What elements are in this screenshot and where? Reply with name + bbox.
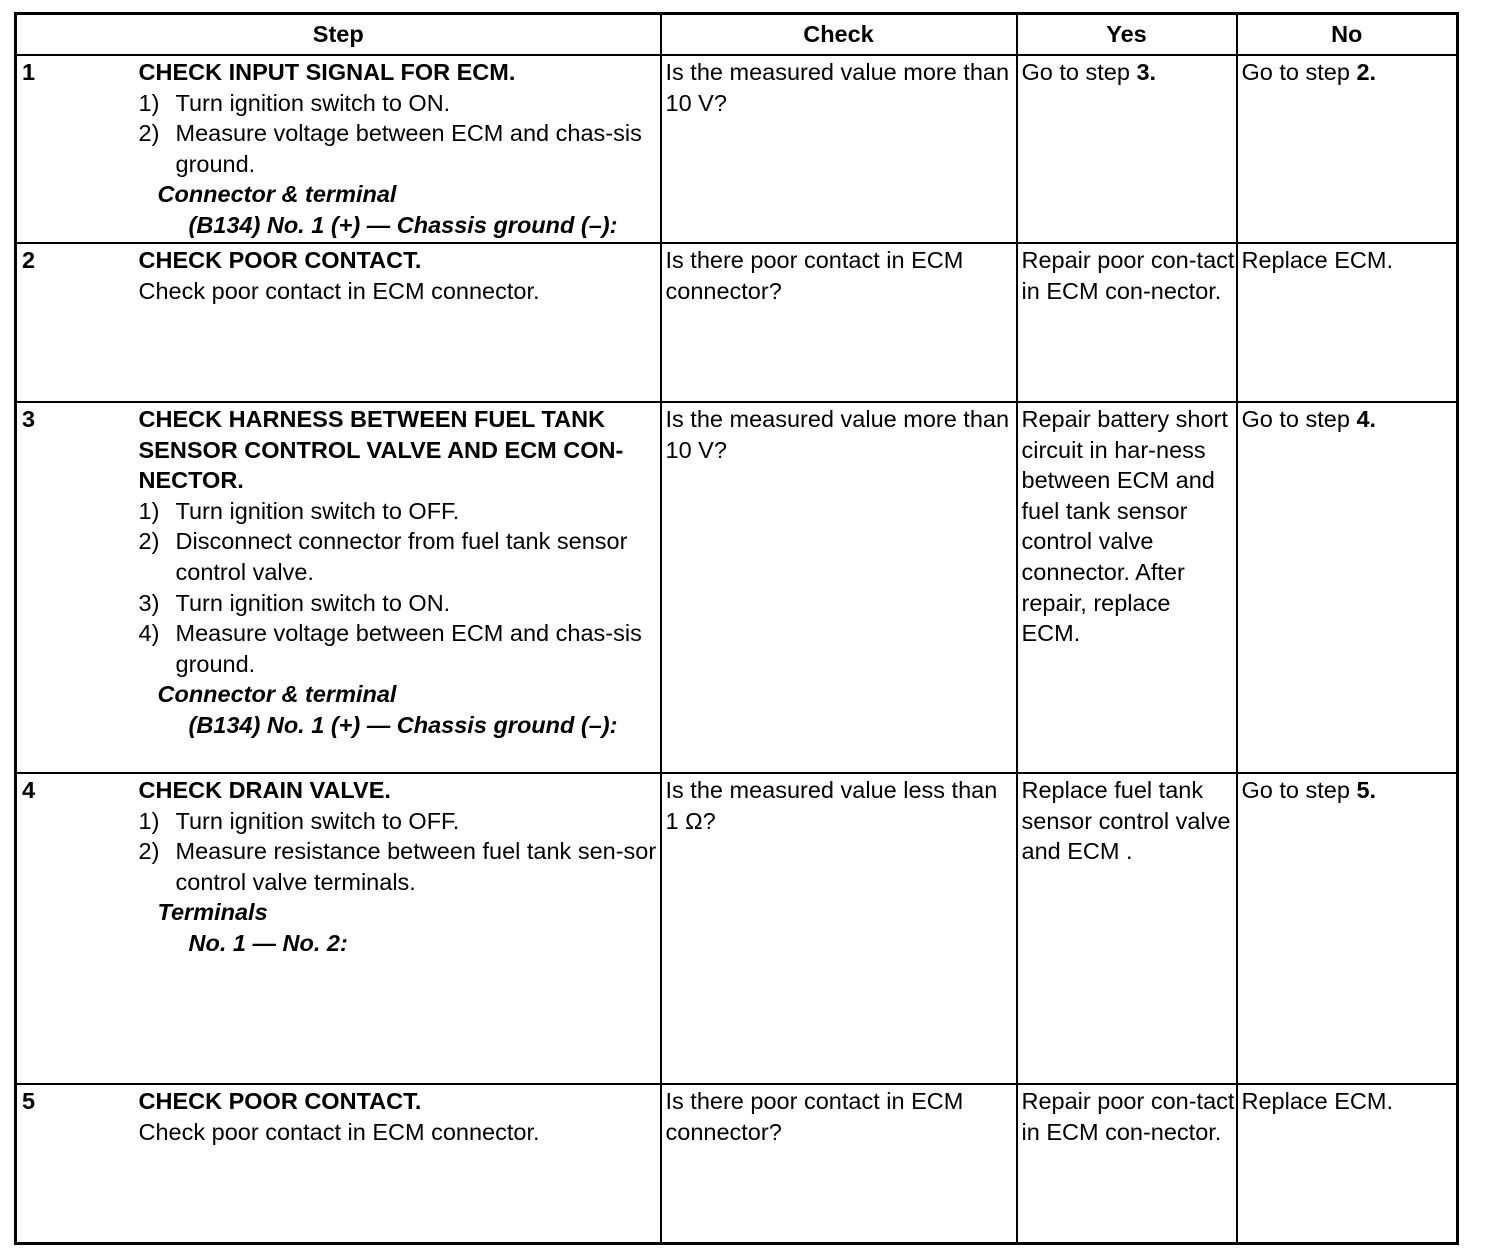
connector-value: No. 1 — No. 2: <box>188 929 348 956</box>
step-number: 2 <box>16 243 137 402</box>
table-row <box>16 402 1458 773</box>
step-title: CHECK POOR CONTACT. <box>138 1088 422 1114</box>
step-title: CHECK INPUT SIGNAL FOR ECM. <box>138 59 516 85</box>
check-cell: Is the measured value less than 1 Ω? <box>661 773 1017 1084</box>
step-item: 4) Measure voltage between ECM and chas-sis ground. <box>138 620 642 677</box>
table-row <box>16 55 1458 243</box>
no-cell: Go to step 4. <box>1237 402 1458 773</box>
connector-label: Terminals <box>157 899 268 926</box>
step-title: CHECK HARNESS BETWEEN FUEL TANK SENSOR CONTROL VALVE AND ECM CON-NECTOR. <box>138 406 624 494</box>
check-cell: Is there poor contact in ECM connector? <box>661 1084 1017 1244</box>
step-text: Check poor contact in ECM connector. <box>138 1118 540 1145</box>
connector-label: Connector & terminal <box>157 681 397 708</box>
step-description <box>137 243 661 402</box>
step-title: CHECK DRAIN VALVE. <box>138 777 391 803</box>
step-item: 1) Turn ignition switch to OFF. <box>138 807 460 834</box>
step-number: 1 <box>16 55 137 243</box>
step-item: 3) Turn ignition switch to ON. <box>138 589 451 616</box>
check-cell: Is the measured value more than 10 V? <box>661 402 1017 773</box>
step-description <box>137 55 661 243</box>
connector-value: (B134) No. 1 (+) — Chassis ground (–): <box>188 211 618 238</box>
table-row <box>16 243 1458 402</box>
no-cell: Replace ECM. <box>1237 243 1458 402</box>
header-row <box>16 14 1458 56</box>
step-text: Check poor contact in ECM connector. <box>138 277 540 304</box>
yes-cell: Repair poor con-tact in ECM con-nector. <box>1017 1084 1237 1244</box>
step-description <box>137 1084 661 1244</box>
yes-cell: Repair poor con-tact in ECM con-nector. <box>1017 243 1237 402</box>
check-cell: Is the measured value more than 10 V? <box>661 55 1017 243</box>
no-cell: Replace ECM. <box>1237 1084 1458 1244</box>
step-description <box>137 402 661 773</box>
header-step: Step <box>16 14 661 56</box>
step-number: 3 <box>16 402 137 773</box>
step-description <box>137 773 661 1084</box>
header-check: Check <box>661 14 1017 56</box>
table-row <box>16 1084 1458 1244</box>
yes-cell: Repair battery short circuit in har-ness between ECM and fuel tank sensor control valve connector. After repair, replace ECM. <box>1017 402 1237 773</box>
header-no: No <box>1237 14 1458 56</box>
no-cell: Go to step 2. <box>1237 55 1458 243</box>
step-title: CHECK POOR CONTACT. <box>138 247 422 273</box>
yes-cell: Replace fuel tank sensor control valve and ECM . <box>1017 773 1237 1084</box>
table-row <box>16 773 1458 1084</box>
connector-label: Connector & terminal <box>157 181 397 208</box>
step-item: 2) Measure resistance between fuel tank sen-sor control valve terminals. <box>138 838 657 895</box>
step-item: 2) Disconnect connector from fuel tank sensor control valve. <box>138 528 628 585</box>
check-cell: Is there poor contact in ECM connector? <box>661 243 1017 402</box>
connector-value: (B134) No. 1 (+) — Chassis ground (–): <box>188 711 618 738</box>
step-item: 1) Turn ignition switch to OFF. <box>138 497 460 524</box>
yes-cell: Go to step 3. <box>1017 55 1237 243</box>
step-item: 2) Measure voltage between ECM and chas-sis ground. <box>138 120 642 177</box>
step-item: 1) Turn ignition switch to ON. <box>138 89 451 116</box>
step-number: 4 <box>16 773 137 1084</box>
diagnostic-table <box>14 12 1459 1245</box>
no-cell: Go to step 5. <box>1237 773 1458 1084</box>
step-number: 5 <box>16 1084 137 1244</box>
header-yes: Yes <box>1017 14 1237 56</box>
